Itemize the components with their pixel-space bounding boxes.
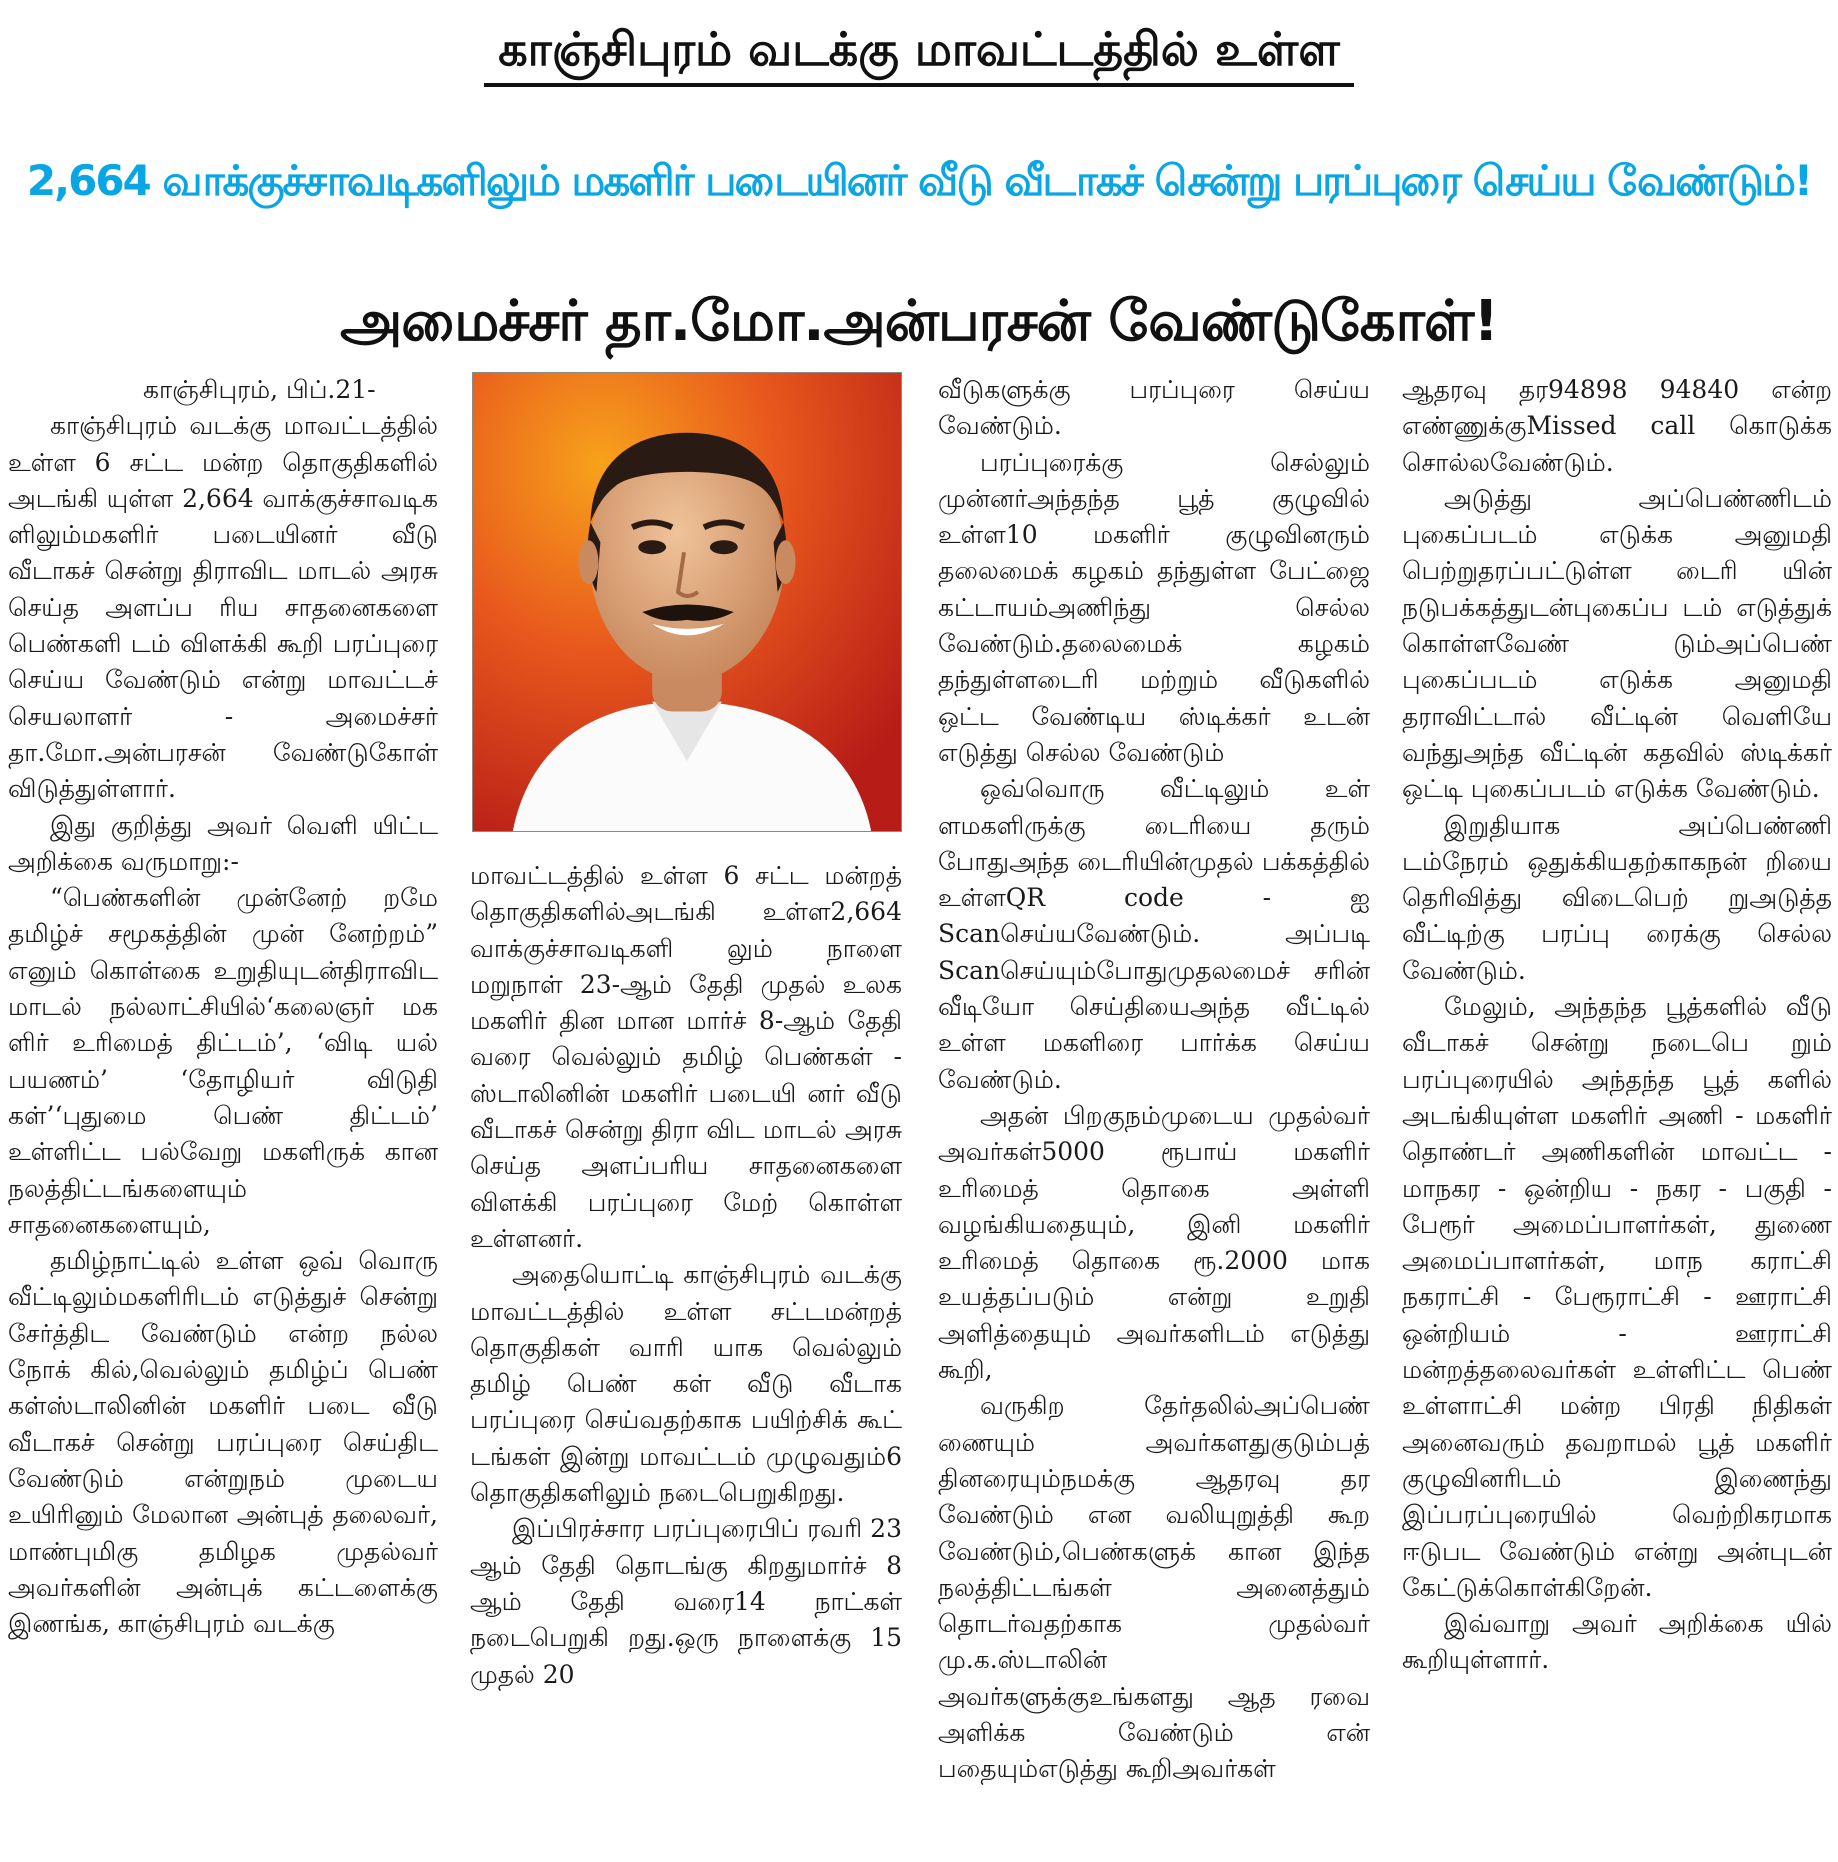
kicker-text: காஞ்சிபுரம் வடக்கு மாவட்டத்தில் உள்ள xyxy=(484,15,1354,87)
portrait-photo xyxy=(472,372,902,832)
paragraph: அதையொட்டி காஞ்சிபுரம் வடக்கு மாவட்டத்தில் உள்ள சட்டமன்றத் தொகுதிகள் வாரி யாக வெல்லும் தமிழ் பெண் கள் வீடு வீடாக பரப்புரை செய்வதற்காக பயிற்சிக் கூட் டங்கள் இன்று மாவட்டம் முழுவதும்6 தொகுதிகளிலும் நடைபெறுகிறது. xyxy=(470,1260,902,1508)
sub-headline: அமைச்சர் தா.மோ.அன்பரசன் வேண்டுகோள்! xyxy=(340,289,1498,354)
paragraph: வருகிற தேர்தலில்அப்பெண் ணையும் அவர்களதுகுடும்பத் தினரையும்நமக்கு ஆதரவு தர வேண்டும் என வலியுறுத்தி கூற வேண்டும்,பெண்களுக் கான இந்த நலத்திட்டங்கள் அனைத்தும் தொடர்வதற்காக முதல்வர் மு.க.ஸ்டாலின் அவர்களுக்குஉங்களது ஆத ரவை அளிக்க வேண்டும் என் பதையும்எடுத்து கூறிஅவர்கள் xyxy=(938,1391,1370,1784)
paragraph: இறுதியாக அப்பெண்ணி டம்நேரம் ஒதுக்கியதற்காகநன் றியை தெரிவித்து விடைபெற் றுஅடுத்த வீட்டிற்கு பரப்பு ரைக்கு செல்ல வேண்டும். xyxy=(1402,810,1832,985)
paragraph: காஞ்சிபுரம் வடக்கு மாவட்டத்தில் உள்ள 6 சட்ட மன்ற தொகுதிகளில் அடங்கி யுள்ள 2,664 வாக்குச்சாவடிக ளிலும்மகளிர் படையினர் வீடு வீடாகச் சென்று திராவிட மாடல் அரசு செய்த அளப்ப ரிய சாதனைகளை பெண்களி டம் விளக்கி கூறி பரப்புரை செய்ய வேண்டும் என்று மாவட்டச் செயலாளர் - அமைச்சர் தா.மோ.அன்பரசன் வேண்டுகோள் விடுத்துள்ளார். xyxy=(8,411,438,804)
paragraph: பரப்புரைக்கு செல்லும் முன்னர்அந்தந்த பூத் குழுவில் உள்ள10 மகளிர் குழுவினரும் தலைமைக் கழகம் தந்துள்ள பேட்ஜை கட்டாயம்அணிந்து செல்ல வேண்டும்.தலைமைக் கழகம் தந்துள்ளடைரி மற்றும் வீடுகளில் ஒட்ட வேண்டிய ஸ்டிக்கர் உடன் எடுத்து செல்ல வேண்டும் xyxy=(938,447,1370,767)
paragraph: அடுத்து அப்பெண்ணிடம் புகைப்படம் எடுக்க அனுமதி பெற்றுதரப்பட்டுள்ள டைரி யின் நடுபக்கத்துடன்புகைப்ப டம் எடுத்துக் கொள்ளவேண் டும்அப்பெண் புகைப்படம் எடுக்க அனுமதி தராவிட்டால் வீட்டின் வெளியே வந்துஅந்த வீட்டின் கதவில் ஸ்டிக்கர் ஒட்டி புகைப்படம் எடுக்க வேண்டும். xyxy=(1402,483,1832,804)
paragraph: மாவட்டத்தில் உள்ள 6 சட்ட மன்றத் தொகுதிகளில்அடங்கி உள்ள2,664 வாக்குச்சாவடிகளி லும் நாளை மறுநாள் 23-ஆம் தேதி முதல் உலக மகளிர் தின மான மார்ச் 8-ஆம் தேதி வரை வெல்லும் தமிழ் பெண்கள் - ஸ்டாலினின் மகளிர் படையி னர் வீடு வீடாகச் சென்று திரா விட மாடல் அரசு செய்த அளப்பரிய சாதனைகளை விளக்கி பரப்புரை மேற் கொள்ள உள்ளனர். xyxy=(470,861,902,1253)
main-headline: 2,664 வாக்குச்சாவடிகளிலும் மகளிர் படையினர் வீடு வீடாகச் சென்று பரப்புரை செய்ய வேண்டும்! xyxy=(26,156,1812,205)
paragraph: “பெண்களின் முன்னேற் றமே தமிழ்ச் சமூகத்தின் முன் னேற்றம்” எனும் கொள்கை உறுதியுடன்திராவிட மாடல் நல்லாட்சியில்‘கலைஞர் மக ளிர் உரிமைத் திட்டம்’, ‘விடி யல் பயணம்’ ‘தோழியர் விடுதி கள்’‘புதுமை பெண் திட்டம்’ உள்ளிட்ட பல்வேறு மகளிருக் கான நலத்திட்டங்களையும் சாதனைகளையும், xyxy=(8,883,438,1239)
article-column-1 xyxy=(8,372,438,1862)
article-column-3 xyxy=(938,372,1370,1862)
paragraph: இது குறித்து அவர் வெளி யிட்ட அறிக்கை வருமாறு:- xyxy=(8,810,438,876)
portrait-illustration xyxy=(473,373,901,831)
paragraph: இப்பிரச்சார பரப்புரைபிப் ரவரி 23 ஆம் தேதி தொடங்கு கிறதுமார்ச் 8 ஆம் தேதி வரை14 நாட்கள் நடைபெறுகி றது.ஒரு நாளைக்கு 15 முதல் 20 xyxy=(470,1514,902,1689)
paragraph: ஒவ்வொரு வீட்டிலும் உள் ளமகளிருக்கு டைரியை தரும் போதுஅந்த டைரியின்முதல் பக்கத்தில் உள்ளQR code - ஐ Scanசெய்யவேண்டும். அப்படி Scanசெய்யும்போதுமுதலமைச் சரின் வீடியோ செய்தியைஅந்த வீட்டில் உள்ள மகளிரை பார்க்க செய்ய வேண்டும். xyxy=(938,774,1370,1094)
dateline: காஞ்சிபுரம், பிப்.21- xyxy=(143,375,376,404)
paragraph: அதன் பிறகுநம்முடைய முதல்வர் அவர்கள்5000 ரூபாய் மகளிர் உரிமைத் தொகை அள்ளி வழங்கியதையும், இனி மகளிர் உரிமைத் தொகை ரூ.2000 மாக உயத்தப்படும் என்று உறுதி அளித்தையும் அவர்களிடம் எடுத்து கூறி, xyxy=(938,1100,1370,1385)
paragraph: இவ்வாறு அவர் அறிக்கை யில் கூறியுள்ளார். xyxy=(1402,1609,1832,1675)
article-column-4 xyxy=(1402,372,1832,1862)
kicker-heading xyxy=(0,14,1838,88)
paragraph: தமிழ்நாட்டில் உள்ள ஒவ் வொரு வீட்டிலும்மகளிரிடம் எடுத்துச் சென்று சேர்த்திட வேண்டும் என்ற நல்ல நோக் கில்,வெல்லும் தமிழ்ப் பெண் கள்ஸ்டாலினின் மகளிர் படை வீடு வீடாகச் சென்று பரப்புரை செய்திட வேண்டும் என்றுநம் முடைய உயிரினும் மேலான அன்புத் தலைவர், மாண்புமிகு தமிழக முதல்வர் அவர்களின் அன்புக் கட்டளைக்கு இணங்க, காஞ்சிபுரம் வடக்கு xyxy=(8,1246,438,1639)
article-column-2 xyxy=(470,858,902,1862)
paragraph: மேலும், அந்தந்த பூத்களில் வீடு வீடாகச் சென்று நடைபெ றும் பரப்புரையில் அந்தந்த பூத் களில் அடங்கியுள்ள மகளிர் அணி - மகளிர் தொண்டர் அணிகளின் மாவட்ட - மாநகர - ஒன்றிய - நகர - பகுதி - பேரூர் அமைப்பாளர்கள், துணை அமைப்பாளர்கள், மாந கராட்சி நகராட்சி - பேரூராட்சி - ஊராட்சி ஒன்றியம் - ஊராட்சி மன்றத்தலைவர்கள் உள்ளிட்ட பெண் உள்ளாட்சி மன்ற பிரதி நிதிகள் அனைவரும் தவறாமல் பூத் மகளிர் குழுவினரிடம் இணைந்து இப்பரப்புரையில் வெற்றிகரமாக ஈடுபட வேண்டும் என்று அன்புடன் கேட்டுக்கொள்கிறேன். xyxy=(1402,992,1832,1602)
paragraph: ஆதரவு தர94898 94840 என்ற எண்ணுக்குMissed call கொடுக்க சொல்லவேண்டும். xyxy=(1402,375,1832,477)
paragraph: வீடுகளுக்கு பரப்புரை செய்ய வேண்டும். xyxy=(938,375,1370,441)
